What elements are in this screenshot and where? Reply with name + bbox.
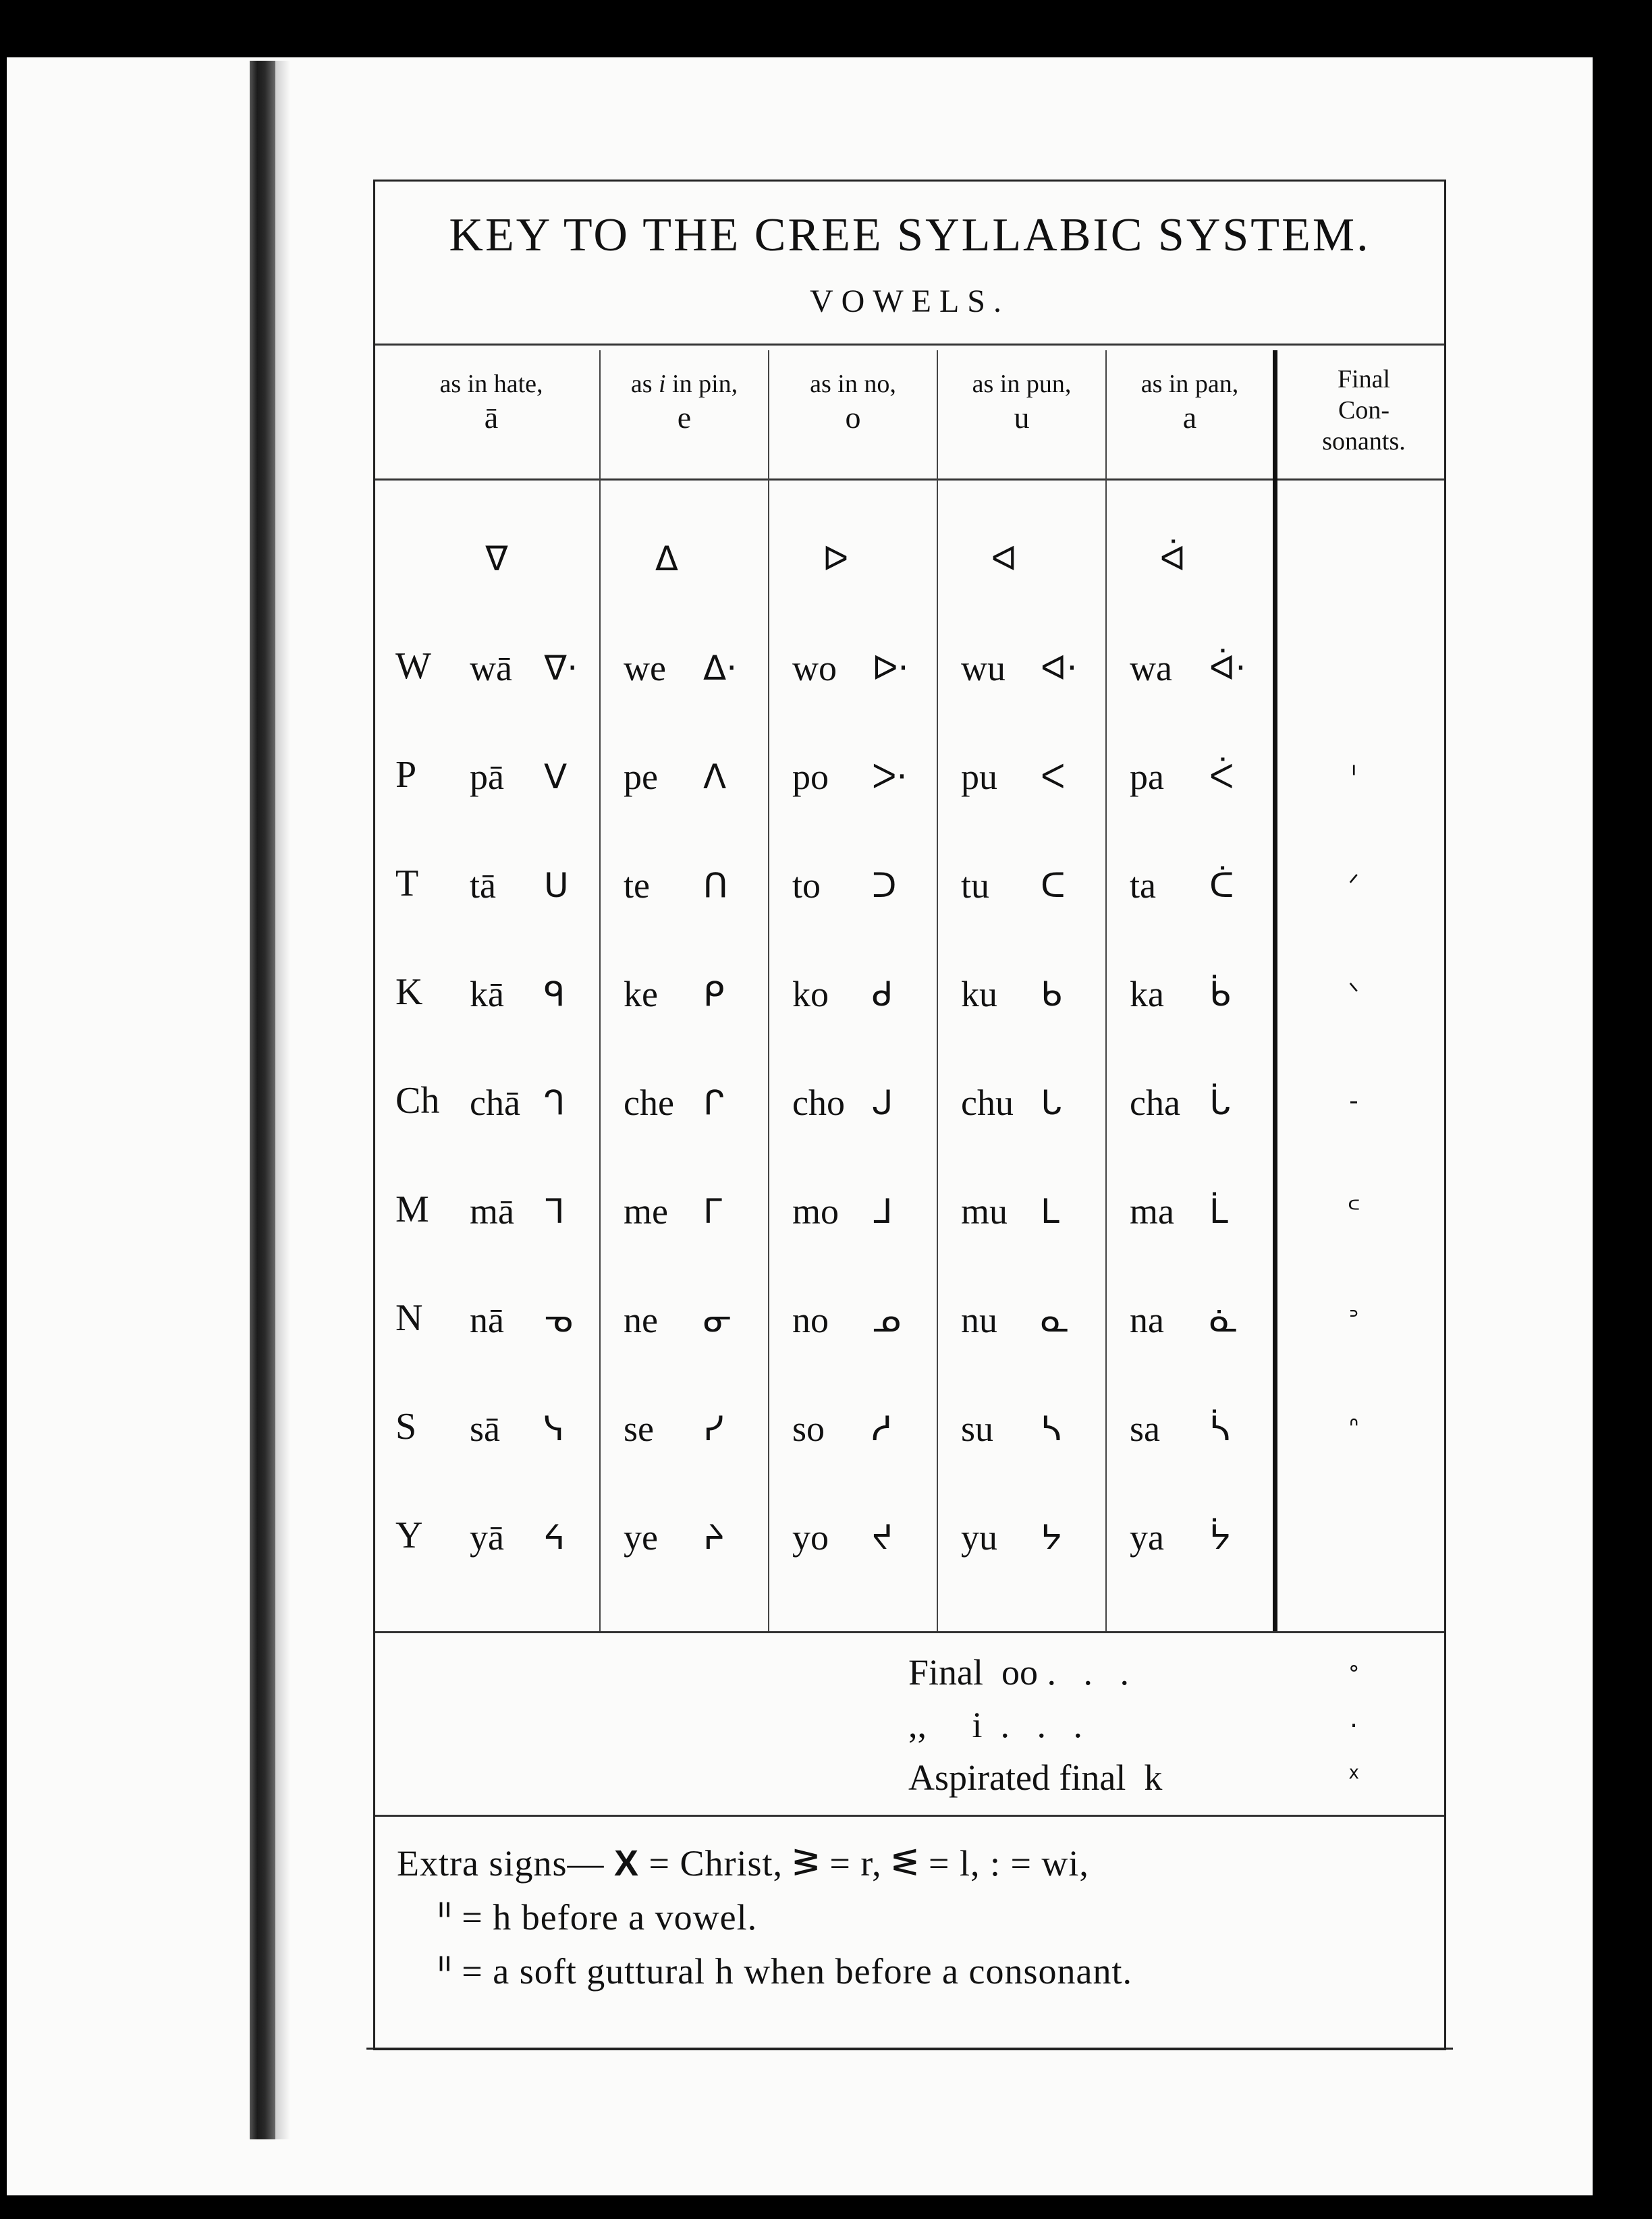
vowel-syllabic-symbol: ᐅ <box>822 539 849 578</box>
syllabic-symbol: ᒫ <box>1209 1192 1228 1231</box>
syllable-roman: ta <box>1130 865 1156 906</box>
syllabic-symbol: ᓴ <box>1041 1409 1062 1448</box>
syllable-roman: so <box>792 1408 825 1449</box>
syllable-roman: ko <box>792 974 829 1014</box>
syllabic-symbol: ᒐ <box>1041 1083 1062 1122</box>
syllable-roman: yā <box>470 1517 504 1558</box>
final-label: Aspirated final k <box>908 1757 1163 1798</box>
syllable-roman: pa <box>1130 757 1164 797</box>
final-consonant-symbol: ᐢ <box>1348 1412 1359 1442</box>
syllable-roman: pā <box>470 757 504 797</box>
syllable-roman: ya <box>1130 1517 1164 1558</box>
syllabic-symbol: ᐋ· <box>1209 649 1246 688</box>
vowel-syllabic-symbol: ᐊ <box>991 539 1018 578</box>
syllabic-symbol: ᑐ <box>872 866 897 905</box>
syllabic-symbol: ᑎ <box>703 866 728 905</box>
syllabic-symbol: ᑖ <box>1209 866 1234 905</box>
syllabic-symbol: ᒋ <box>703 1083 725 1122</box>
column-divider <box>1105 350 1107 1631</box>
syllabic-symbol: ᒉ <box>544 1083 566 1122</box>
final-symbol: ᕽ <box>1347 1763 1360 1793</box>
syllabic-symbol: ᔮ <box>1209 1518 1231 1557</box>
syllabic-symbol: ᐃ· <box>703 649 738 688</box>
syllabic-symbol: ᔭ <box>1041 1518 1062 1557</box>
syllable-roman: tu <box>961 865 990 906</box>
syllabic-symbol: ᒣ <box>544 1192 565 1231</box>
syllable-roman: pe <box>624 757 658 797</box>
syllabic-symbol: ᓵ <box>1209 1409 1230 1448</box>
syllable-roman: nā <box>470 1300 504 1340</box>
spine-shadow <box>275 61 290 2139</box>
consonant-label: N <box>395 1297 423 1339</box>
syllabic-symbol: ᑳ <box>1209 975 1231 1014</box>
header-bottom-rule <box>375 478 1444 481</box>
final-consonant-symbol: ᐣ <box>1348 1303 1359 1333</box>
syllabic-symbol: ᐁ· <box>544 649 578 688</box>
table-bottom-rule <box>375 1631 1444 1633</box>
extra-signs <box>397 1842 1423 2004</box>
syllable-roman: cha <box>1130 1083 1180 1123</box>
syllable-roman: te <box>624 865 650 906</box>
syllabic-symbol: ᐅ· <box>872 649 909 688</box>
syllable-roman: che <box>624 1083 674 1123</box>
syllable-roman: me <box>624 1191 668 1232</box>
syllable-roman: yu <box>961 1517 997 1558</box>
syllable-roman: wa <box>1130 648 1172 688</box>
syllable-roman: no <box>792 1300 829 1340</box>
syllabic-symbol: ᒧ <box>872 1192 893 1231</box>
syllable-roman: ke <box>624 974 658 1014</box>
syllabic-symbol: ᑌ <box>544 866 569 905</box>
final-label: Final oo . . . <box>908 1652 1130 1693</box>
syllabic-symbol: ᒥ <box>703 1192 722 1231</box>
syllable-roman: se <box>624 1408 654 1449</box>
header-top-rule <box>375 344 1444 346</box>
syllabic-symbol: ᓄ <box>872 1300 901 1340</box>
syllable-roman: wu <box>961 648 1006 688</box>
syllabic-symbol: ᐳ· <box>872 757 908 796</box>
final-consonant-symbol: ᐠ <box>1348 977 1360 1007</box>
syllabic-symbol: ᓂ <box>703 1300 732 1340</box>
consonant-label: P <box>395 754 417 796</box>
syllable-roman: chu <box>961 1083 1014 1123</box>
syllable-roman: mo <box>792 1191 839 1232</box>
syllabic-symbol: ᑕ <box>1041 866 1066 905</box>
final-symbol: · <box>1349 1711 1358 1741</box>
syllabic-symbol: ᓯ <box>703 1409 724 1448</box>
syllabic-symbol: ᐱ <box>703 757 727 796</box>
syllabic-symbol: ᓈ <box>1209 1300 1238 1340</box>
extra-signs-line2: ᐦ = h before a vowel. <box>437 1897 758 1938</box>
vowel-letter: a <box>1182 400 1197 435</box>
syllable-roman: na <box>1130 1300 1164 1340</box>
consonant-label: T <box>395 862 419 904</box>
final-consonant-symbol: ᑊ <box>1351 760 1356 790</box>
syllabic-symbol: ᐊ· <box>1041 649 1078 688</box>
syllabic-symbol: ᔦ <box>544 1518 566 1557</box>
syllable-roman: yo <box>792 1517 829 1558</box>
extra-signs-line1: = Christ, ᕒ = r, ᓬ = l, : = wi, <box>639 1843 1089 1884</box>
vowel-syllabic-symbol: ᐁ <box>485 539 509 578</box>
extra-signs-label: Extra signs— <box>397 1843 614 1884</box>
syllable-roman: wo <box>792 648 837 688</box>
syllable-roman: wā <box>470 648 512 688</box>
syllable-roman: to <box>792 865 821 906</box>
page-title: KEY TO THE CREE SYLLABIC SYSTEM. <box>449 209 1371 261</box>
syllabic-symbol: ᑫ <box>544 975 566 1014</box>
bottom-rule <box>366 2044 1453 2050</box>
vowels-heading: VOWELS. <box>810 283 1010 319</box>
consonant-label: S <box>395 1406 417 1448</box>
final-consonants-divider <box>1273 350 1277 1631</box>
vowel-header: as in hate, ā <box>385 367 598 435</box>
final-consonants-header: Final Con- sonants. <box>1322 365 1406 456</box>
syllabic-symbol: ᒍ <box>872 1083 893 1122</box>
syllabic-symbol: ᐹ <box>1209 757 1234 796</box>
syllabic-symbol: ᒑ <box>1209 1083 1231 1122</box>
syllabic-symbol: ᑲ <box>1041 975 1062 1014</box>
extra-signs-line3: ᐦ = a soft guttural h when before a consonant. <box>437 1951 1132 1992</box>
syllable-roman: ka <box>1130 974 1164 1014</box>
consonant-label: K <box>395 971 423 1013</box>
column-divider <box>599 350 601 1631</box>
consonant-label: M <box>395 1188 429 1230</box>
syllable-roman: chā <box>470 1083 520 1123</box>
syllable-roman: ku <box>961 974 997 1014</box>
syllable-roman: sā <box>470 1408 500 1449</box>
christ-symbol: X <box>613 1843 640 1884</box>
vowel-header: as in pun, u <box>939 367 1104 435</box>
vowel-letter: ā <box>484 400 499 435</box>
syllabic-symbol: ᐸ <box>1041 757 1066 796</box>
syllable-roman: po <box>792 757 829 797</box>
syllable-roman: we <box>624 648 666 688</box>
syllabic-symbol: ᓇ <box>1041 1300 1070 1340</box>
syllable-roman: ye <box>624 1517 658 1558</box>
syllable-roman: mu <box>961 1191 1008 1232</box>
column-divider <box>768 350 769 1631</box>
vowel-letter: e <box>677 400 692 435</box>
syllable-roman: tā <box>470 865 496 906</box>
syllabic-symbol: ᑯ <box>872 975 893 1014</box>
syllable-roman: kā <box>470 974 504 1014</box>
vowel-letter: o <box>845 400 861 435</box>
vowel-header: as in pan, a <box>1108 367 1271 435</box>
syllable-roman: ma <box>1130 1191 1174 1232</box>
syllabic-symbol: ᔪ <box>872 1518 893 1557</box>
finals-bottom-rule <box>375 1815 1444 1817</box>
syllable-roman: cho <box>792 1083 845 1123</box>
final-consonant-symbol: ᐟ <box>1348 869 1360 898</box>
vowel-syllabic-symbol: ᐃ <box>655 539 679 578</box>
syllabic-symbol: ᓀ <box>544 1300 573 1340</box>
syllabic-symbol: ᓭ <box>544 1409 565 1448</box>
book-spine <box>250 61 275 2139</box>
syllable-roman: ne <box>624 1300 658 1340</box>
syllable-roman: pu <box>961 757 997 797</box>
syllable-roman: sa <box>1130 1408 1160 1449</box>
final-consonant-symbol: - <box>1349 1086 1358 1116</box>
consonant-label: Y <box>395 1514 423 1556</box>
syllable-roman: nu <box>961 1300 997 1340</box>
vowel-header: as in no, o <box>771 367 935 435</box>
syllabic-symbol: ᐯ <box>544 757 568 796</box>
syllabic-symbol: ᒪ <box>1041 1192 1059 1231</box>
final-consonant-symbol: ᒼ <box>1347 1195 1360 1224</box>
final-symbol: ᐤ <box>1348 1658 1359 1688</box>
syllable-roman: su <box>961 1408 994 1449</box>
column-divider <box>937 350 938 1631</box>
syllabic-symbol: ᔨ <box>703 1518 725 1557</box>
syllabic-key-table <box>373 180 1446 2050</box>
vowel-letter: u <box>1014 400 1030 435</box>
consonant-label: W <box>395 645 431 687</box>
syllabic-symbol: ᑭ <box>703 975 725 1014</box>
final-label: ,, i . . . <box>908 1705 1083 1745</box>
vowel-syllabic-symbol: ᐋ <box>1159 539 1186 578</box>
vowel-header: as i in pin, e <box>602 367 767 435</box>
syllable-roman: mā <box>470 1191 514 1232</box>
consonant-label: Ch <box>395 1080 440 1122</box>
syllabic-symbol: ᓱ <box>872 1409 893 1448</box>
